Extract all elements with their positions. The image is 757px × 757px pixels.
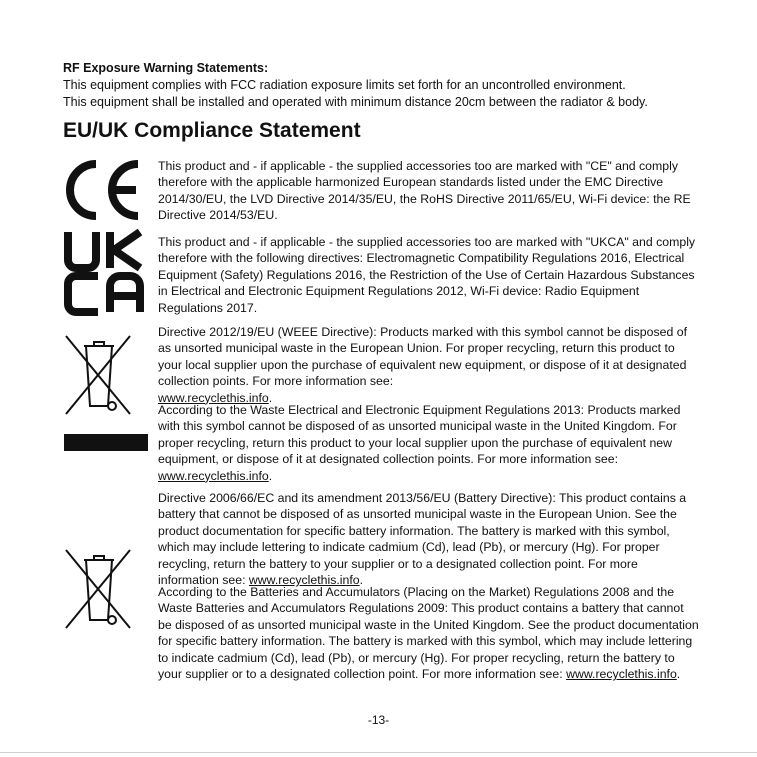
battery-text-eu: Directive 2006/66/EC and its amendment 2013/56/EU (Battery Directive): This product contains a battery that cannot be disposed of as unsorted municipal waste in the European Union. See the product documentation for specific battery information. The battery is marked with this symbol, which may include lettering to indicate cadmium (Cd), lead (Pb), or mercury (Hg). For proper recycling, return the battery to your supplier or to a designated collection point. For more information see: — [158, 491, 687, 588]
crossed-wheelie-bin-icon — [64, 548, 132, 632]
weee-text-eu: Directive 2012/19/EU (WEEE Directive): Products marked with this symbol cannot be disposed of as unsorted municipal waste in the European Union. For proper recycling, return this product to your local supplier upon the purchase of equivalent new equipment, or dispose of it at designated collection points. For more information see: — [158, 325, 687, 389]
battery-paragraph-uk — [158, 584, 700, 682]
page-number: -13- — [367, 713, 390, 727]
battery-period-uk: . — [676, 667, 681, 682]
weee-period-uk: . — [268, 468, 273, 483]
weee-paragraph-eu — [158, 324, 700, 406]
recycle-link-battery-eu[interactable]: www.recyclethis.info — [248, 573, 360, 588]
recycle-link-weee-uk[interactable]: www.recyclethis.info — [158, 468, 269, 483]
bottom-divider — [0, 752, 757, 753]
ce-paragraph: This product and - if applicable - the supplied accessories too are marked with "CE" and comply therefore with the applicable harmonized European standards listed under the EMC Directive 2014/30/EU, the LVD Directive 2014/35/EU, the RoHS Directive 2011/65/EU, Wi-Fi device: the RE Directive 2014/53/EU. — [158, 159, 691, 223]
battery-period-eu: . — [359, 573, 364, 588]
ukca-mark-icon — [64, 232, 144, 312]
crossed-wheelie-bin-icon — [64, 334, 132, 418]
weee-black-bar — [64, 434, 148, 451]
recycle-link-battery-uk[interactable]: www.recyclethis.info — [566, 667, 677, 682]
weee-period-eu: . — [268, 390, 273, 405]
compliance-heading: EU/UK Compliance Statement — [63, 119, 361, 142]
recycle-link-weee-eu[interactable]: www.recyclethis.info — [158, 390, 269, 405]
rf-statement-1: This equipment complies with FCC radiation exposure limits set forth for an uncontrolled environment. — [63, 78, 626, 92]
weee-text-uk: According to the Waste Electrical and Electronic Equipment Regulations 2013: Products marked with this symbol cannot be disposed of as unsorted municipal waste in the United Kingdom. For proper recycling, return this product to your local supplier upon the purchase of equivalent new equipment, or dispose of it at designated collection points. For more information see: — [158, 403, 681, 467]
rf-statement-2: This equipment shall be installed and operated with minimum distance 20cm between the radiator & body. — [63, 95, 648, 109]
ce-mark-icon — [64, 160, 144, 220]
battery-text-uk: According to the Batteries and Accumulators (Placing on the Market) Regulations 2008 and the Waste Batteries and Accumulators Regulations 2009: This product contains a battery that cannot be disposed of as unsorted municipal waste in the United Kingdom. See the product documentation for specific battery information. The battery is marked with this symbol, which may include lettering to indicate cadmium (Cd), lead (Pb), or mercury (Hg). For proper recycling, return the battery to your supplier or to a designated collection point. For more information see: — [158, 585, 699, 682]
rf-heading: RF Exposure Warning Statements: — [63, 61, 269, 75]
weee-paragraph-uk — [158, 402, 700, 484]
ukca-paragraph: This product and - if applicable - the supplied accessories too are marked with "UKCA" and comply therefore with the following directives: Electromagnetic Compatibility Regulations 2016, Electrical Equipment (Safety) Regulations 2016, the Restriction of the Use of Certain Hazardous Substances in Electrical and Electronic Equipment Regulations 2012, Wi-Fi device: Radio Equipment Regulations 2017. — [158, 235, 696, 315]
battery-paragraph-eu — [158, 490, 700, 588]
